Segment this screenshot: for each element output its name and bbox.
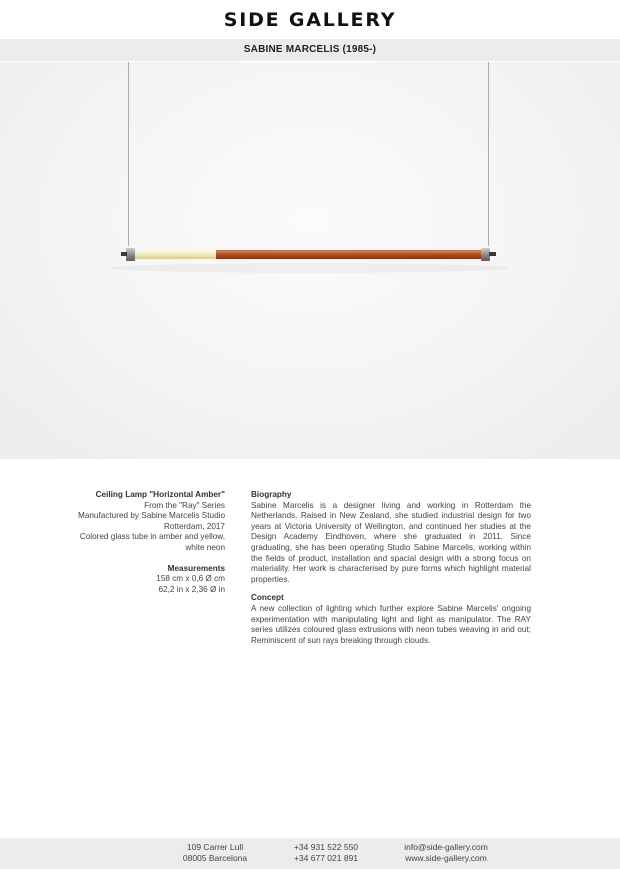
product-origin: Rotterdam, 2017 [164,521,225,531]
footer [0,838,620,869]
measurement-cm: 158 cm x 0,6 Ø cm [156,574,225,584]
amber-glass-segment [216,250,482,259]
product-photo [0,62,620,459]
product-material-cont: white neon [185,542,225,552]
title-bar [0,39,620,61]
address-line1: 109 Carrer Lull [186,842,244,852]
measurements-heading: Measurements [167,563,225,573]
end-cap-left [126,248,135,261]
gallery-logo: SIDE GALLERY [223,9,397,31]
concept-heading: Concept [251,593,284,603]
footer-phones [283,842,369,864]
artist-title: SABINE MARCELIS (1985-) [243,44,377,55]
footer-address [172,842,258,864]
product-details [40,490,225,595]
product-material: Colored glass tube in amber and yellow, [79,532,225,542]
product-name: Ceiling Lamp "Horizontal Amber" [95,490,225,499]
yellow-glass-segment [134,250,216,259]
email-link[interactable]: info@side-gallery.com [404,842,488,852]
phone-2[interactable]: +34 677 021 891 [293,853,359,863]
end-cap-right [481,248,490,261]
measurement-in: 62,2 in x 2,36 Ø in [158,584,225,594]
biography-heading: Biography [251,490,292,499]
biography-text: Sabine Marcelis is a designer living and working in Rotterdam the Netherlands. Raised in New Zealand, she studied industrial design for two years at Victoria University of Wellington, and continued her studies at the Design Academy Eindhoven, where she graduated in 2011. Since graduating, she has been operating Studio Sabine Marcelis, working within the fields of product, installation and spacial design with a strong focus on materiality. Her work is characterised by pure forms which highlight material properties. [251,500,531,584]
website-link[interactable]: www.side-gallery.com [405,853,487,863]
footer-contact [398,842,494,864]
address-line2: 08005 Barcelona [182,853,248,863]
concept-text: A new collection of lighting which further explore Sabine Marcelis' ongoing experimentation with manipulating light and light as manipulator. The RAY series utilizes coloured glass extrusions with neon tubes weaving in and out; Reminiscent of sun rays breaking through clouds. [251,603,531,645]
product-manufacturer: Manufactured by Sabine Marcelis Studio [78,511,225,521]
lamp-illustration [0,62,620,459]
phone-1[interactable]: +34 931 522 550 [293,842,359,852]
product-series: From the "Ray" Series [144,500,225,510]
artist-info [251,490,531,646]
